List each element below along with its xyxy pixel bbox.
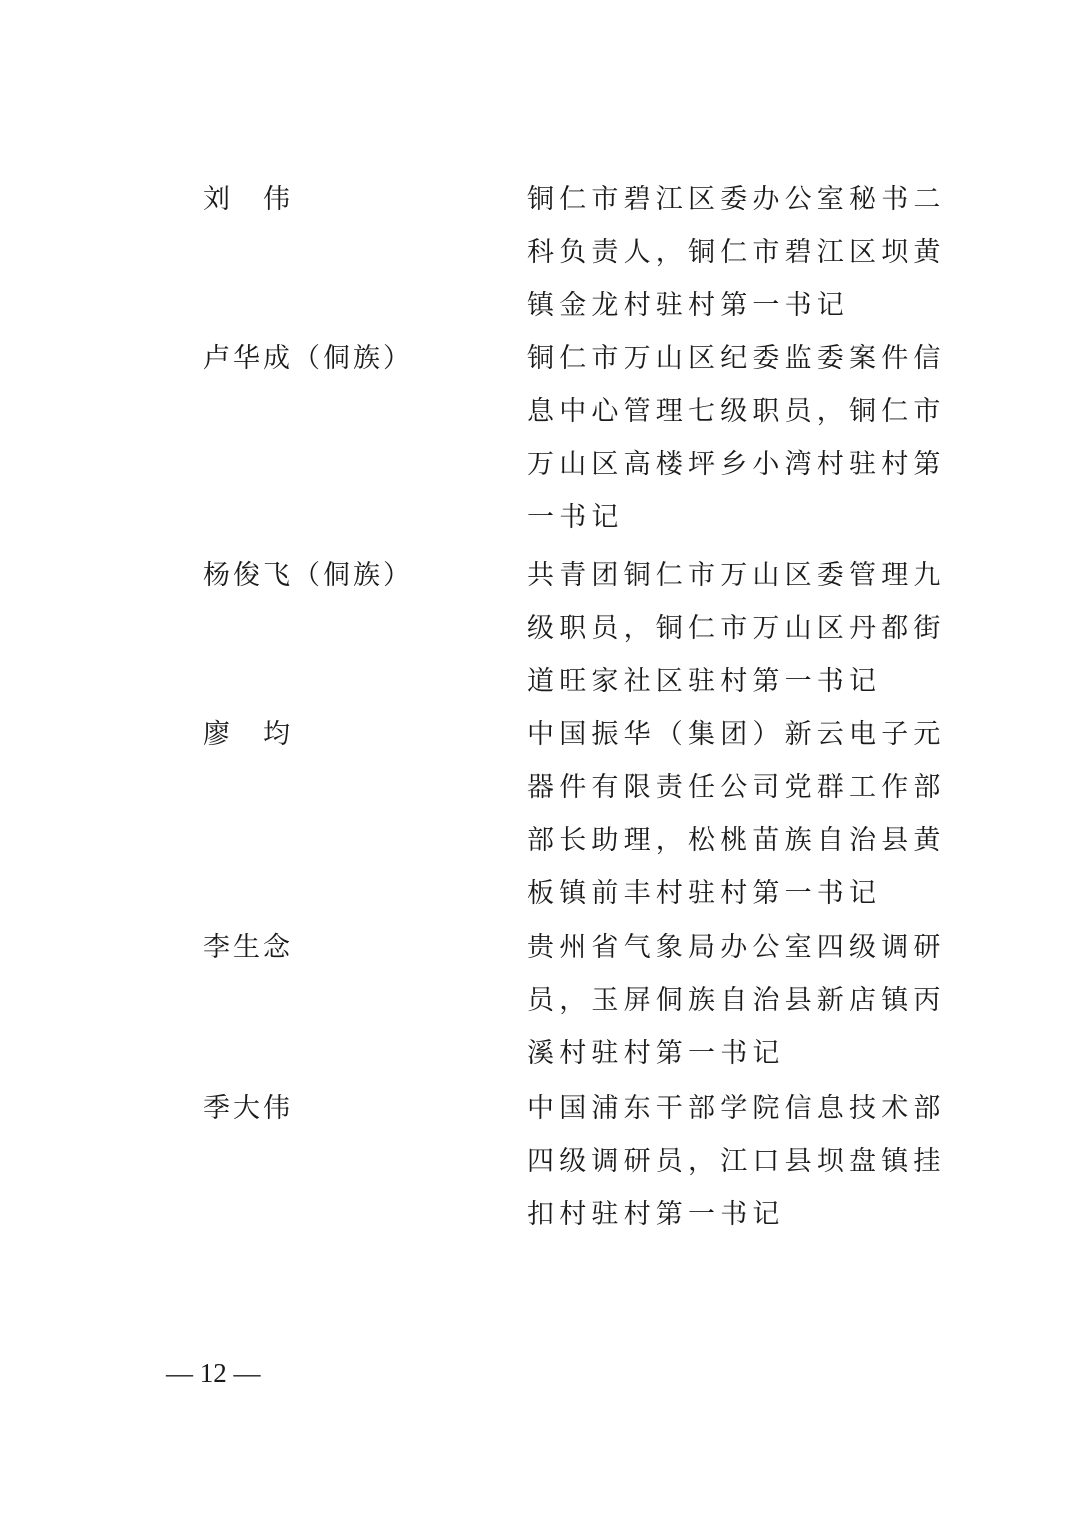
description-line: 部长助理，松桃苗族自治县黄	[527, 825, 946, 856]
person-name: 杨俊飞（侗族）	[203, 560, 413, 591]
person-name: 卢华成（侗族）	[203, 343, 413, 374]
description-line: 镇金龙村驻村第一书记	[527, 290, 849, 321]
description-line: 员，玉屏侗族自治县新店镇丙	[527, 985, 946, 1016]
person-name: 廖 均	[203, 719, 293, 750]
position-description	[527, 708, 947, 920]
description-line: 器件有限责任公司党群工作部	[527, 772, 946, 803]
position-description	[527, 173, 947, 332]
description-line: 道旺家社区驻村第一书记	[527, 666, 882, 697]
description-line: 铜仁市万山区纪委监委案件信	[527, 343, 946, 374]
description-line: 中国振华（集团）新云电子元	[527, 719, 946, 750]
description-line: 四级调研员，江口县坝盘镇挂	[527, 1146, 946, 1177]
description-line: 中国浦东干部学院信息技术部	[527, 1093, 946, 1124]
description-line: 共青团铜仁市万山区委管理九	[527, 560, 946, 591]
description-line: 溪村驻村第一书记	[527, 1038, 785, 1069]
description-line: 铜仁市碧江区委办公室秘书二	[527, 184, 946, 215]
position-description	[527, 332, 947, 544]
description-line: 息中心管理七级职员，铜仁市	[527, 396, 946, 427]
description-line: 级职员，铜仁市万山区丹都街	[527, 613, 946, 644]
position-description	[527, 1082, 947, 1241]
person-name: 季大伟	[203, 1093, 293, 1124]
person-name: 李生念	[203, 932, 293, 963]
person-name: 刘 伟	[203, 184, 293, 215]
position-description	[527, 921, 947, 1080]
description-line: 科负责人，铜仁市碧江区坝黄	[527, 237, 946, 268]
description-line: 万山区高楼坪乡小湾村驻村第	[527, 449, 946, 480]
page-number: — 12 —	[166, 1358, 261, 1388]
description-line: 板镇前丰村驻村第一书记	[527, 878, 882, 909]
position-description	[527, 549, 947, 708]
description-line: 扣村驻村第一书记	[527, 1199, 785, 1230]
description-line: 一书记	[527, 502, 624, 533]
description-line: 贵州省气象局办公室四级调研	[527, 932, 946, 963]
